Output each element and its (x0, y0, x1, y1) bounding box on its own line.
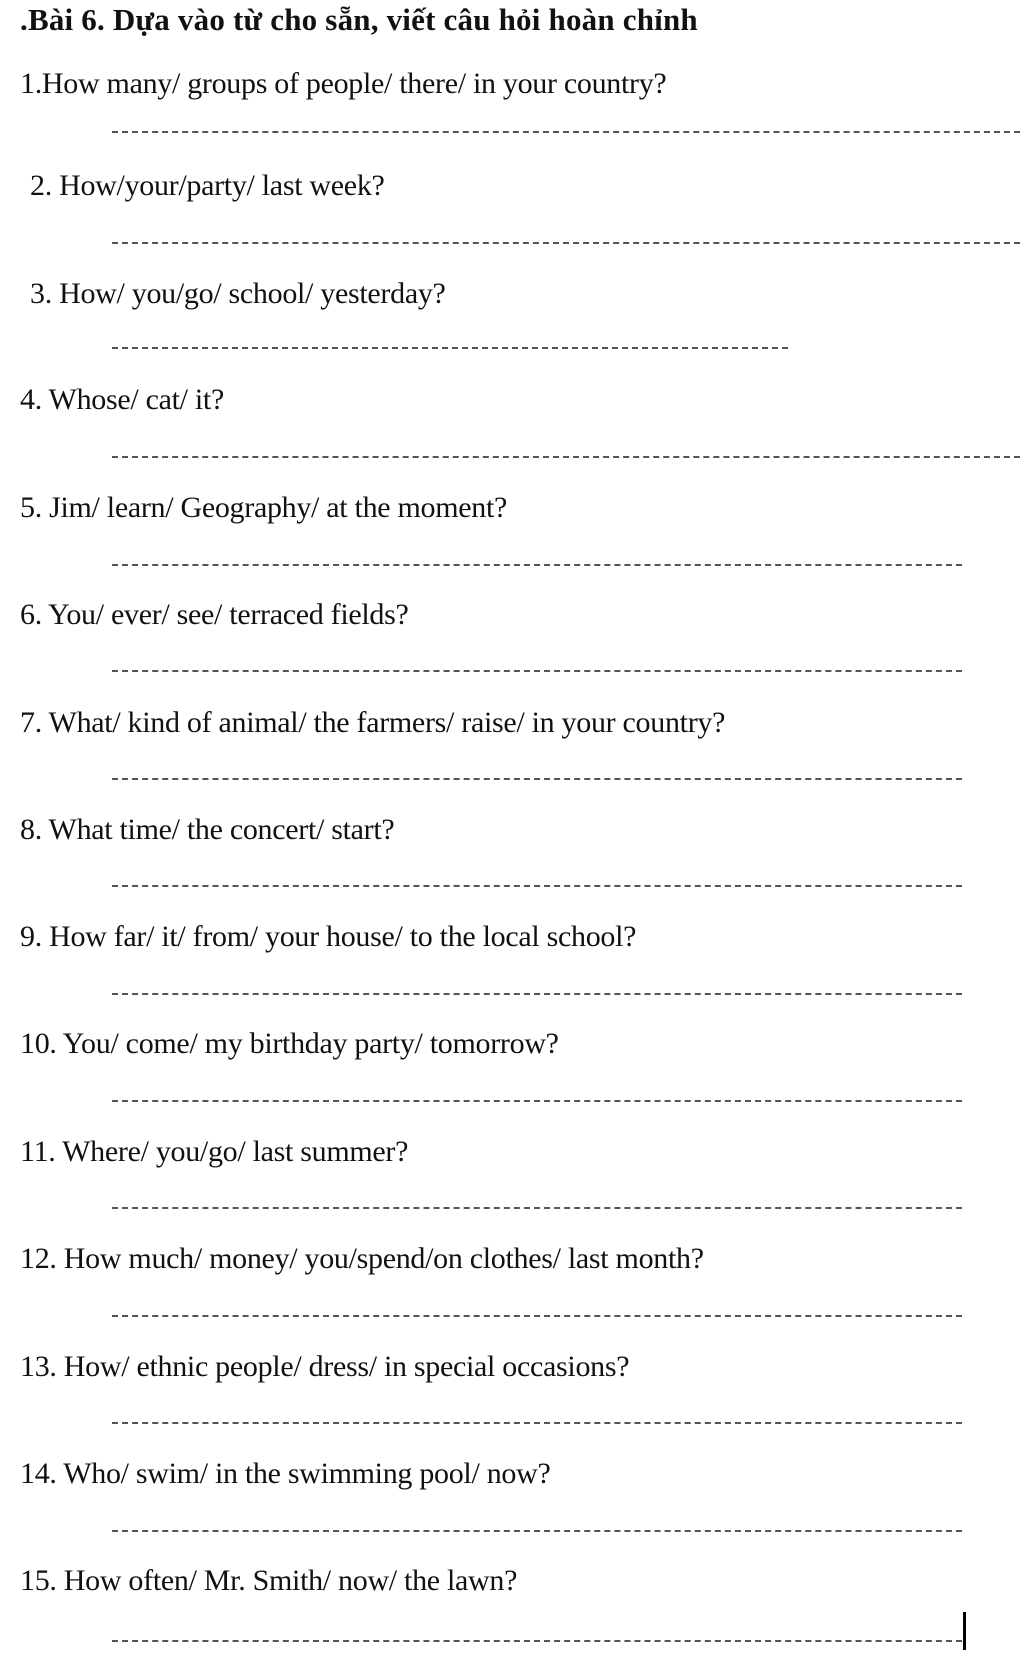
answer-line-11[interactable] (112, 1207, 962, 1209)
question-3: 3. How/ you/go/ school/ yesterday? (30, 277, 446, 310)
answer-line-5[interactable] (112, 564, 962, 566)
question-5: 5. Jim/ learn/ Geography/ at the moment? (20, 491, 508, 524)
question-7: 7. What/ kind of animal/ the farmers/ raise/ in your country? (20, 706, 726, 739)
answer-line-14[interactable] (112, 1530, 962, 1532)
answer-line-4[interactable] (112, 456, 1020, 458)
exercise-title: .Bài 6. Dựa vào từ cho sẵn, viết câu hỏi hoàn chỉnh (20, 2, 698, 37)
question-8: 8. What time/ the concert/ start? (20, 813, 395, 846)
answer-line-7[interactable] (112, 778, 962, 780)
answer-line-3[interactable] (112, 347, 788, 349)
question-9: 9. How far/ it/ from/ your house/ to the local school? (20, 920, 637, 953)
question-14: 14. Who/ swim/ in the swimming pool/ now? (20, 1457, 551, 1490)
answer-line-6[interactable] (112, 670, 962, 672)
question-6: 6. You/ ever/ see/ terraced fields? (20, 598, 409, 631)
answer-line-10[interactable] (112, 1100, 962, 1102)
answer-line-13[interactable] (112, 1422, 962, 1424)
question-13: 13. How/ ethnic people/ dress/ in special occasions? (20, 1350, 630, 1383)
question-2: 2. How/your/party/ last week? (30, 169, 385, 202)
answer-line-2[interactable] (112, 242, 1020, 244)
answer-line-8[interactable] (112, 885, 962, 887)
question-1: 1.How many/ groups of people/ there/ in your country? (20, 67, 667, 100)
question-12: 12. How much/ money/ you/spend/on clothes/ last month? (20, 1242, 704, 1275)
question-4: 4. Whose/ cat/ it? (20, 383, 224, 416)
answer-line-9[interactable] (112, 993, 962, 995)
answer-line-1[interactable] (112, 131, 1020, 133)
answer-line-15[interactable] (112, 1640, 962, 1642)
question-11: 11. Where/ you/go/ last summer? (20, 1135, 409, 1168)
text-cursor (963, 1612, 966, 1650)
answer-line-12[interactable] (112, 1315, 962, 1317)
question-15: 15. How often/ Mr. Smith/ now/ the lawn? (20, 1564, 518, 1597)
question-10: 10. You/ come/ my birthday party/ tomorrow? (20, 1027, 559, 1060)
